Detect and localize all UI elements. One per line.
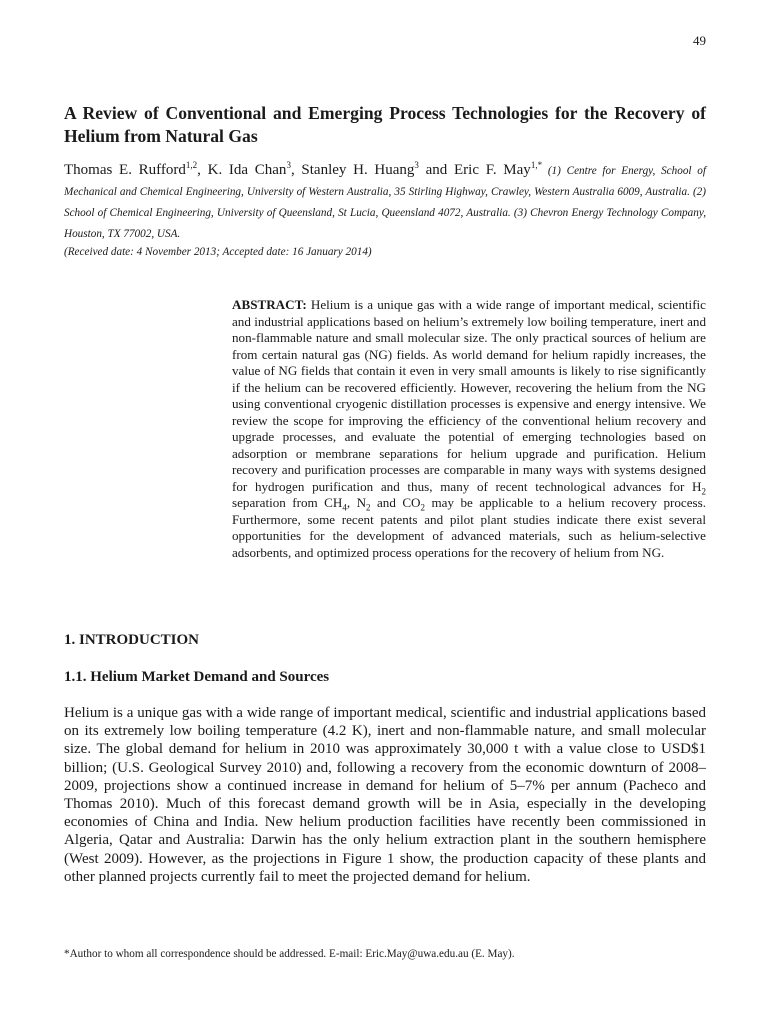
page-number: 49 — [693, 33, 706, 48]
body-paragraph: Helium is a unique gas with a wide range of important medical, scientific and industrial applications based on its extremely low boiling temperature (4.2 K), inert and non-flammable nature, and small molecular size. The global demand for helium in 2010 was approximately 30,000 t with a value close to USD$1 billion; (U.S. Geological Survey 2010) and, following a recovery from the economic downturn of 2008–2009, projections show a continued increase in demand for helium of 5–7% per annum (Pacheco and Thomas 2010). Much of this forecast demand growth will be in Asia, especially in the developing economies of China and India. New helium production facilities have recently been commissioned in Algeria, Qatar and Australia: Darwin has the only helium extraction plant in the southern hemisphere (West 2009). However, as the projections in Figure 1 show, the production capacity of these plants and other planned projects currently fail to meet the projected demand for helium. — [64, 705, 706, 885]
abstract-label: ABSTRACT: — [232, 297, 307, 312]
author-2: K. Ida Chan$^3$ — [207, 160, 291, 178]
authors-affiliations: Thomas E. Rufford$^{1,2}$, K. Ida Chan$^3$, Stanley H. Huang$^3$ and Eric F. May$^{1,*}$ (1) Centre for Energy, School of Mechanical and Chemical Engineering, University of Western Australia, 35 Stirling Highway, Crawley, Western Australia 6009, Australia. (2) School of Chemical Engineering, University of Queensland, St Lucia, Queensland 4072, Australia. (3) Chevron Energy Technology Company, Houston, TX 77002, USA. — [64, 160, 706, 240]
affiliations: (1) Centre for Energy, School of Mechanical and Chemical Engineering, University of Western Australia, 35 Stirling Highway, Crawley, Western Australia 6009, Australia. (2) School of Chemical Engineering, University of Queensland, St Lucia, Queensland 4072, Australia. (3) Chevron Energy Technology Company, Houston, TX 77002, USA. — [64, 165, 706, 240]
paper-title: A Review of Conventional and Emerging Process Technologies for the Recovery of Helium from Natural Gas — [64, 103, 706, 146]
received-accepted-dates: (Received date: 4 November 2013; Accepted date: 16 January 2014) — [64, 246, 372, 258]
author-1: Thomas E. Rufford$^{1,2}$ — [64, 160, 198, 178]
author-3: Stanley H. Huang$^3$ — [301, 160, 419, 178]
subsection-heading: 1.1. Helium Market Demand and Sources — [64, 669, 330, 685]
abstract: ABSTRACT: Helium is a unique gas with a wide range of important medical, scientific and industrial applications based on helium’s extremely low boiling temperature, inert and non-flammable nature and small molecular size. The only practical sources of helium are from certain natural gas (NG) fields. As world demand for helium rapidly increases, the value of NG fields that contain it even in very small amounts is likely to rise significantly if the helium can be recovered efficiently. However, recovering the helium from the NG using conventional cryogenic distillation processes is expensive and energy intensive. We review the scope for improving the efficiency of the conventional helium recovery and upgrade processes, and evaluate the potential of emerging technologies based on adsorption or membrane separations for helium upgrade and purification. Helium recovery and purification processes are comparable in many ways with systems designed for hydrogen purification and thus, many of recent technological advances for $H_2$ separation from $CH_4$, $N_2$ and $CO_2$ may be applicable to a helium recovery process. Furthermore, some recent patents and pilot plant studies indicate there exist several opportunities for the development of advanced materials, such as helium-selective adsorbents, and optimized process operations for the recovery of helium from NG. — [232, 297, 706, 560]
section-heading: 1. INTRODUCTION — [64, 632, 200, 648]
correspondence-footnote: *Author to whom all correspondence should be addressed. E-mail: Eric.May@uwa.edu.au (E. May). — [64, 948, 515, 960]
author-4: Eric F. May$^{1,*}$ — [454, 160, 543, 178]
